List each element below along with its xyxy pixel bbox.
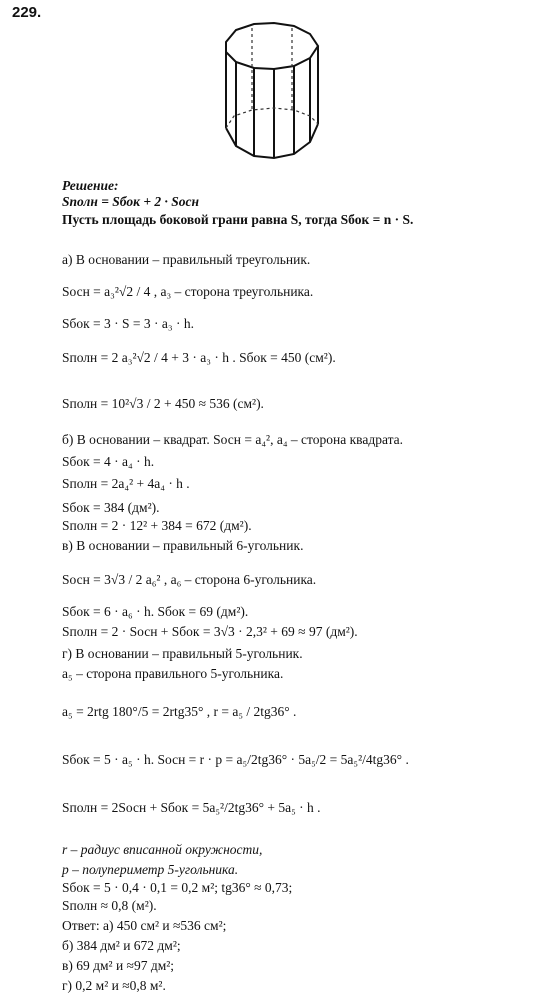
b-total-formula: Sполн = 2a₄² + 4a₄ · h . [62,476,190,491]
c-total-calc: Sполн = 2 · Sосн + Sбок = 3√3 · 2,3² + 69 ≈ 97 (дм²). [62,624,358,639]
a-total-formula: Sполн = 2 a₃²√2 / 4 + 3 · a₃ · h . Sбок = 450 (см²). [62,350,336,365]
b-total-calc: Sполн = 2 · 12² + 384 = 672 (дм²). [62,518,252,533]
b-lateral-formula: Sбок = 4 · a₄ · h. [62,454,155,469]
c-title: в) В основании – правильный 6-угольник. [62,538,304,553]
prism-figure [214,20,324,168]
d-total-formula: Sполн = 2Sосн + Sбок = 5a₅²/2tg36° + 5a₅ · h . [62,800,321,815]
formula-total [62,194,199,210]
d-p-def: p – полупериметр 5-угольника. [62,862,239,877]
c-lateral-formula: Sбок = 6 · a₆ · h. Sбок = 69 (дм²). [62,604,249,619]
d-lateral-calc: Sбок = 5 · 0,4 · 0,1 = 0,2 м²; tg36° ≈ 0,73; [62,880,293,895]
problem-number: 229. [12,4,42,21]
b-title: б) В основании – квадрат. Sосн = a₄², a₄ – сторона квадрата. [62,432,404,447]
a-title: а) В основании – правильный треугольник. [62,252,311,267]
d-side-formula: a₅ = 2rtg 180°/5 = 2rtg35° , r = a₅ / 2tg36° . [62,704,297,719]
answer-c: в) 69 дм² и ≈97 дм²; [62,958,175,973]
d-side-def: a₅ – сторона правильного 5-угольника. [62,666,284,681]
formula-total-text: Sполн = Sбок + 2 · Sосн [62,194,200,209]
d-lateral-base-formula: Sбок = 5 · a₅ · h. Sосн = r · p = a₅/2tg36° · 5a₅/2 = 5a₅²/4tg36° . [62,752,409,767]
b-lateral-value: Sбок = 384 (дм²). [62,500,160,515]
solution-title: Решение: [62,178,119,193]
a-base-formula: Sосн = a₃²√2 / 4 , a₃ – сторона треугольника. [62,284,314,299]
a-total-calc: Sполн = 10²√3 / 2 + 450 ≈ 536 (см²). [62,396,264,411]
d-total-calc: Sполн ≈ 0,8 (м²). [62,898,157,913]
answer-d: г) 0,2 м² и ≈0,8 м². [62,978,166,993]
answer-a: Ответ: а) 450 см² и ≈536 см²; [62,918,227,933]
answer-b: б) 384 дм² и 672 дм²; [62,938,181,953]
d-r-def: r – радиус вписанной окружности, [62,842,263,857]
a-lateral-formula: Sбок = 3 · S = 3 · a₃ · h. [62,316,194,331]
d-title: г) В основании – правильный 5-угольник. [62,646,303,661]
lateral-intro: Пусть площадь боковой грани равна S, тогда Sбок = n · S. [62,212,414,227]
c-base-formula: Sосн = 3√3 / 2 a₆² , a₆ – сторона 6-угольника. [62,572,317,587]
